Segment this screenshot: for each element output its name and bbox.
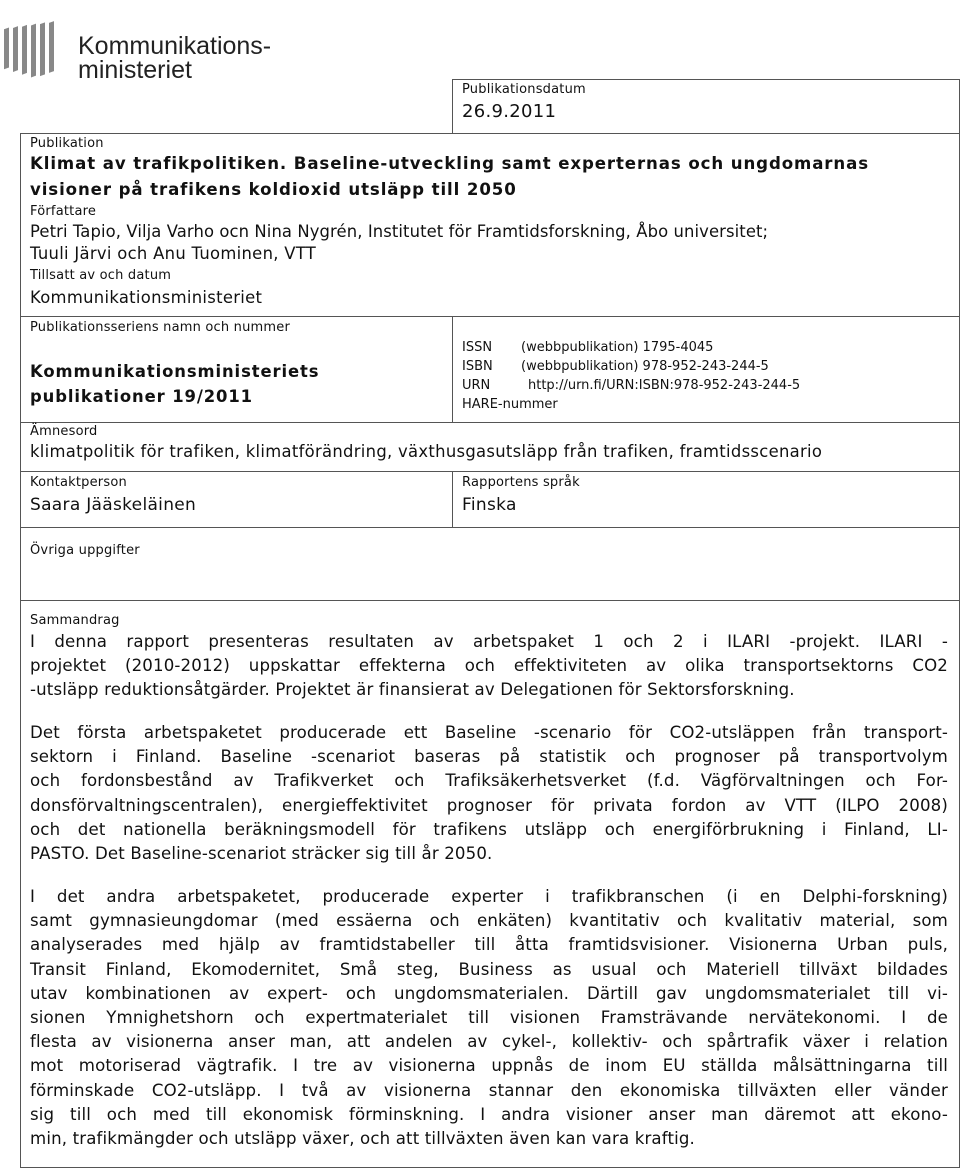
hare-label: HARE-nummer xyxy=(462,397,558,412)
isbn-key: ISBN xyxy=(462,359,493,374)
summary-p2-line: donsförvaltningscentralen), energieffektivitet prognoser för privata fordon av VTT (ILPO 2008) xyxy=(30,795,948,815)
other-box xyxy=(20,527,960,601)
summary-p3-line: I det andra arbetspaketet, producerade experter i trafikbranschen (i en Delphi-forskning) xyxy=(30,887,948,906)
pubdate-value: 26.9.2011 xyxy=(462,101,557,122)
summary-p3-line: flesta av visionerna anser man, att andelen av cykel-, kollektiv- och spårtrafik växer i relation xyxy=(30,1032,948,1052)
logo-line-1: Kommunikations- xyxy=(78,32,272,60)
contact-label: Kontaktperson xyxy=(30,475,127,490)
publication-title-2: visioner på trafikens koldioxid utsläpp till 2050 xyxy=(30,180,517,199)
summary-p3-line: sionen Ymnighetshorn och expertmaterialet till visionen Framsträvande nervätekonomi. I de xyxy=(30,1008,948,1028)
contact-divider xyxy=(452,471,453,528)
language-value: Finska xyxy=(462,495,517,515)
summary-p3-line: Transit Finland, Ekomodernitet, Små steg, Business as usual och Materiell tillväxt bildades xyxy=(30,959,948,979)
summary-p1-line: I denna rapport presenteras resultaten av arbetspaket 1 och 2 i ILARI -projekt. ILARI - xyxy=(30,632,948,651)
isbn-value: (webbpublikation) 978-952-243-244-5 xyxy=(521,359,769,374)
summary-p3-line: analyserades med hjälp av framtidstabeller till åtta framtidsvisioner. Visionerna Urban puls, xyxy=(30,935,948,955)
summary-p2-line: sektorn i Finland. Baseline -scenariot baseras på statistik och prognoser på transportvolym xyxy=(30,747,948,767)
series-line-1: Kommunikationsministeriets xyxy=(30,362,320,381)
summary-p3-line: förminskade CO2-utsläpp. I två av visionerna stannar den ekonomiska tillväxten eller vänder xyxy=(30,1080,948,1100)
summary-p2-line: Det första arbetspaketet producerade ett Baseline -scenario för CO2-utsläppen från transport- xyxy=(30,723,948,742)
summary-p1-line: -utsläpp reduktionsåtgärder. Projektet är finansierat av Delegationen för Sektorsforskning. xyxy=(30,680,795,700)
summary-p2-line: PASTO. Det Baseline-scenariot sträcker sig till år 2050. xyxy=(30,844,493,864)
language-label: Rapportens språk xyxy=(462,475,580,490)
urn-value[interactable]: http://urn.fi/URN:ISBN:978-952-243-244-5 xyxy=(528,378,801,393)
pubdate-label: Publikationsdatum xyxy=(462,82,586,97)
keywords-label: Ämnesord xyxy=(30,424,98,439)
summary-label: Sammandrag xyxy=(30,613,120,628)
ministry-emblem-icon xyxy=(2,0,60,90)
summary-p3-line: min, trafikmängder och utsläpp växer, och att tillväxten även kan vara kraftig. xyxy=(30,1129,695,1149)
commissioned-label: Tillsatt av och datum xyxy=(30,268,172,283)
issn-value: (webbpublikation) 1795-4045 xyxy=(521,340,714,355)
urn-key: URN xyxy=(462,378,491,393)
summary-paragraph-2 xyxy=(30,721,948,866)
contact-value: Saara Jääskeläinen xyxy=(30,495,197,515)
logo-line-2: ministeriet xyxy=(78,56,192,84)
series-divider xyxy=(452,316,453,423)
summary-p3-line: mot motoriserad vägtrafik. I tre av visionerna uppnås de inom EU ställda målsättningarna till xyxy=(30,1056,948,1076)
summary-p3-line: sig till och med till ekonomisk förminskning. I andra visioner anser man däremot att ekono- xyxy=(30,1104,948,1124)
publication-label: Publikation xyxy=(30,136,104,151)
authors-line-2: Tuuli Järvi och Anu Tuominen, VTT xyxy=(30,244,317,263)
series-label: Publikationsseriens namn och nummer xyxy=(30,320,290,335)
summary-p3-line: samt gymnasieungdomar (med essäerna och enkäten) kvantitativ och kvalitativ material, som xyxy=(30,911,948,931)
series-line-2: publikationer 19/2011 xyxy=(30,387,253,406)
summary-p2-line: och fordonsbestånd av Trafikverket och Trafiksäkerhetsverket (f.d. Vägförvaltningen och For- xyxy=(30,771,948,791)
ministry-logo xyxy=(2,0,332,95)
other-label: Övriga uppgifter xyxy=(30,543,140,558)
summary-paragraph-3 xyxy=(30,885,948,1151)
summary-p2-line: och det nationella beräkningsmodell för trafikens utsläpp och energiförbrukning i Finland, LI- xyxy=(30,819,948,839)
commissioned-value: Kommunikationsministeriet xyxy=(30,288,263,307)
summary-p1-line: projektet (2010-2012) uppskattar effekterna och effektiviteten av olika transportsektorns CO2 xyxy=(30,656,948,676)
summary-p3-line: utav kombinationen av expert- och ungdomsmaterialen. Därtill gav ungdomsmaterialet till vi- xyxy=(30,983,948,1003)
authors-line-1: Petri Tapio, Vilja Varho ocn Nina Nygrén, Institutet för Framtidsforskning, Åbo universitet; xyxy=(30,222,769,241)
summary-paragraph-1 xyxy=(30,630,948,703)
authors-label: Författare xyxy=(30,204,97,219)
issn-key: ISSN xyxy=(462,340,493,355)
keywords-value: klimatpolitik för trafiken, klimatförändring, växthusgasutsläpp från trafiken, framtidsscenario xyxy=(30,442,823,461)
publication-title-1: Klimat av trafikpolitiken. Baseline-utveckling samt experternas och ungdomarnas xyxy=(30,154,869,173)
